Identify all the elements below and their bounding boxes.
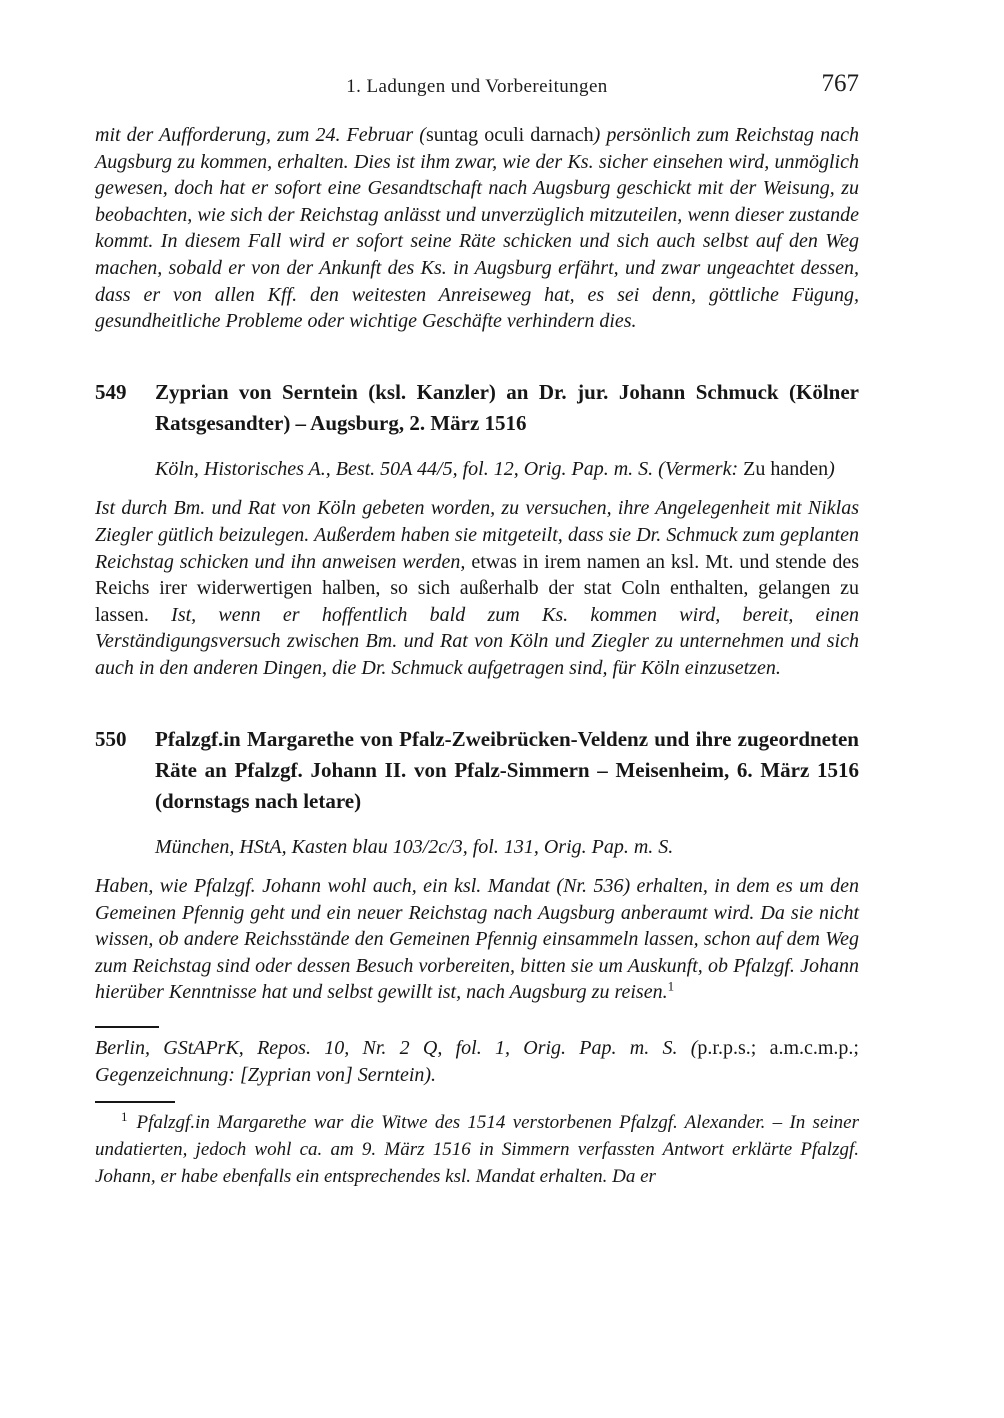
apparatus-text-roman: p.r.p.s.; a.m.c.m.p.; — [697, 1037, 859, 1060]
source-text-roman: Zu handen — [743, 457, 829, 480]
body-text-italic: Ist durch Bm. und Rat von Köln gebeten worden, zu versuchen, ihre Angelegenheit mit Niklas Ziegler gütlich beizulegen. Außerdem haben sie mitgeteilt, dass sie Dr. Schmuck zum geplanten Reichstag schicken und ihn anweisen werden, — [95, 497, 859, 573]
entry-title: Zyprian von Serntein (ksl. Kanzler) an Dr. jur. Johann Schmuck (Kölner Ratsgesandter) – Augsburg, 2. März 1516 — [155, 379, 859, 435]
text-block — [95, 0, 859, 1191]
entry-549-source — [155, 456, 859, 483]
apparatus-text-italic: Gegenzeichnung: [Zyprian von] Serntein). — [95, 1063, 437, 1086]
entry-550 — [95, 724, 859, 1007]
entry-550-heading — [95, 724, 859, 817]
entry-550-source — [155, 834, 859, 861]
entry-549 — [95, 377, 859, 682]
continuation-paragraph — [95, 122, 859, 335]
body-text-roman: etwas in irem namen an ksl. Mt. und stende des Reichs irer widerwertigen halben, so sich außerhalb der stat Coln enthalten, gelangen zu lassen. — [95, 550, 859, 626]
body-text-italic: Ist, wenn er hoffentlich bald zum Ks. kommen wird, bereit, einen Verständigungsversuch zwischen Bm. und Rat von Köln und Ziegler zu unternehmen und sich auch in den anderen Dingen, die Dr. Schmuck aufgetragen sind, für Köln einzusetzen. — [95, 603, 859, 679]
footnote-1 — [95, 1110, 859, 1190]
footnote-reference: 1 — [667, 978, 675, 994]
footnote-separator-rule — [95, 1101, 175, 1103]
entry-number: 549 — [95, 379, 127, 404]
entry-title: Pfalzgf.in Margarethe von Pfalz-Zweibrücken-Veldenz und ihre zugeordneten Räte an Pfalzgf. Johann II. von Pfalz-Simmern – Meisenheim, 6. März 1516 (dornstags nach letare) — [155, 726, 859, 813]
body-text-italic: Haben, wie Pfalzgf. Johann wohl auch, ein ksl. Mandat (Nr. 536) erhalten, in dem es um den Gemeinen Pfennig geht und ein neuer Reichstag nach Augsburg anberaumt wird. Da sie nicht wissen, ob andere Reichsstände den Gemeinen Pfennig einsammeln lassen, schon auf dem Weg zum Reichstag sind oder dessen Besuch vorbereiten, bitten sie um Auskunft, ob Pfalzgf. Johann hierüber Kenntnisse hat und selbst gewillt ist, nach Augsburg zu reisen. — [95, 875, 859, 1004]
footnote-text-italic: Pfalzgf.in Margarethe war die Witwe des 1514 verstorbenen Pfalzgf. Alexander. – In seiner undatierten, jedoch wohl ca. am 9. März 1516 in Simmern verfassten Antwort erklärte Pfalzgf. Johann, er habe ebenfalls ein entsprechendes ksl. Mandat erhalten. Da er — [95, 1112, 859, 1187]
apparatus-separator-rule — [95, 1026, 159, 1028]
entry-549-body — [95, 495, 859, 681]
paragraph-text-italic: ) persönlich zum Reichstag nach Augsburg zu kommen, erhalten. Dies ist ihm zwar, wie der Ks. sicher einsehen wird, unmöglich gewesen, doch hat er sofort eine Gesandtschaft nach Augsburg geschickt mit der Weisung, zu beobachten, wie sich der Reichstag anlässt und unverzüglich mitzuteilen, wenn dieser zustande kommt. In diesem Fall wird er sofort seine Räte schicken und sich auch selbst auf den Weg machen, sobald er von der Ankunft des Ks. in Augsburg erfährt, und zwar ungeachtet dessen, dass er von allen Kff. den weitesten Anreiseweg hat, es sei denn, göttliche Fügung, gesundheitliche Probleme oder wichtige Geschäfte verhindern dies. — [95, 124, 860, 333]
apparatus-note — [95, 1035, 859, 1088]
paragraph-text-roman: suntag oculi darnach — [425, 124, 594, 146]
entry-number: 550 — [95, 726, 127, 751]
chapter-running-title: 1. Ladungen und Vorbereitungen — [346, 76, 608, 97]
entry-550-body — [95, 873, 859, 1006]
apparatus-text-italic: Berlin, GStAPrK, Repos. 10, Nr. 2 Q, fol. 1, Orig. Pap. m. S. ( — [95, 1037, 698, 1060]
footnote-marker: 1 — [121, 1108, 128, 1124]
source-text-italic: ) — [828, 457, 835, 480]
paragraph-text-italic: mit der Aufforderung, zum 24. Februar ( — [95, 124, 426, 146]
entry-549-heading — [95, 377, 859, 439]
running-head — [95, 0, 859, 106]
page-number: 767 — [821, 70, 859, 97]
source-text-italic: Köln, Historisches A., Best. 50A 44/5, fol. 12, Orig. Pap. m. S. (Vermerk: — [155, 457, 744, 480]
source-text-italic: München, HStA, Kasten blau 103/2c/3, fol. 131, Orig. Pap. m. S. — [155, 835, 674, 858]
